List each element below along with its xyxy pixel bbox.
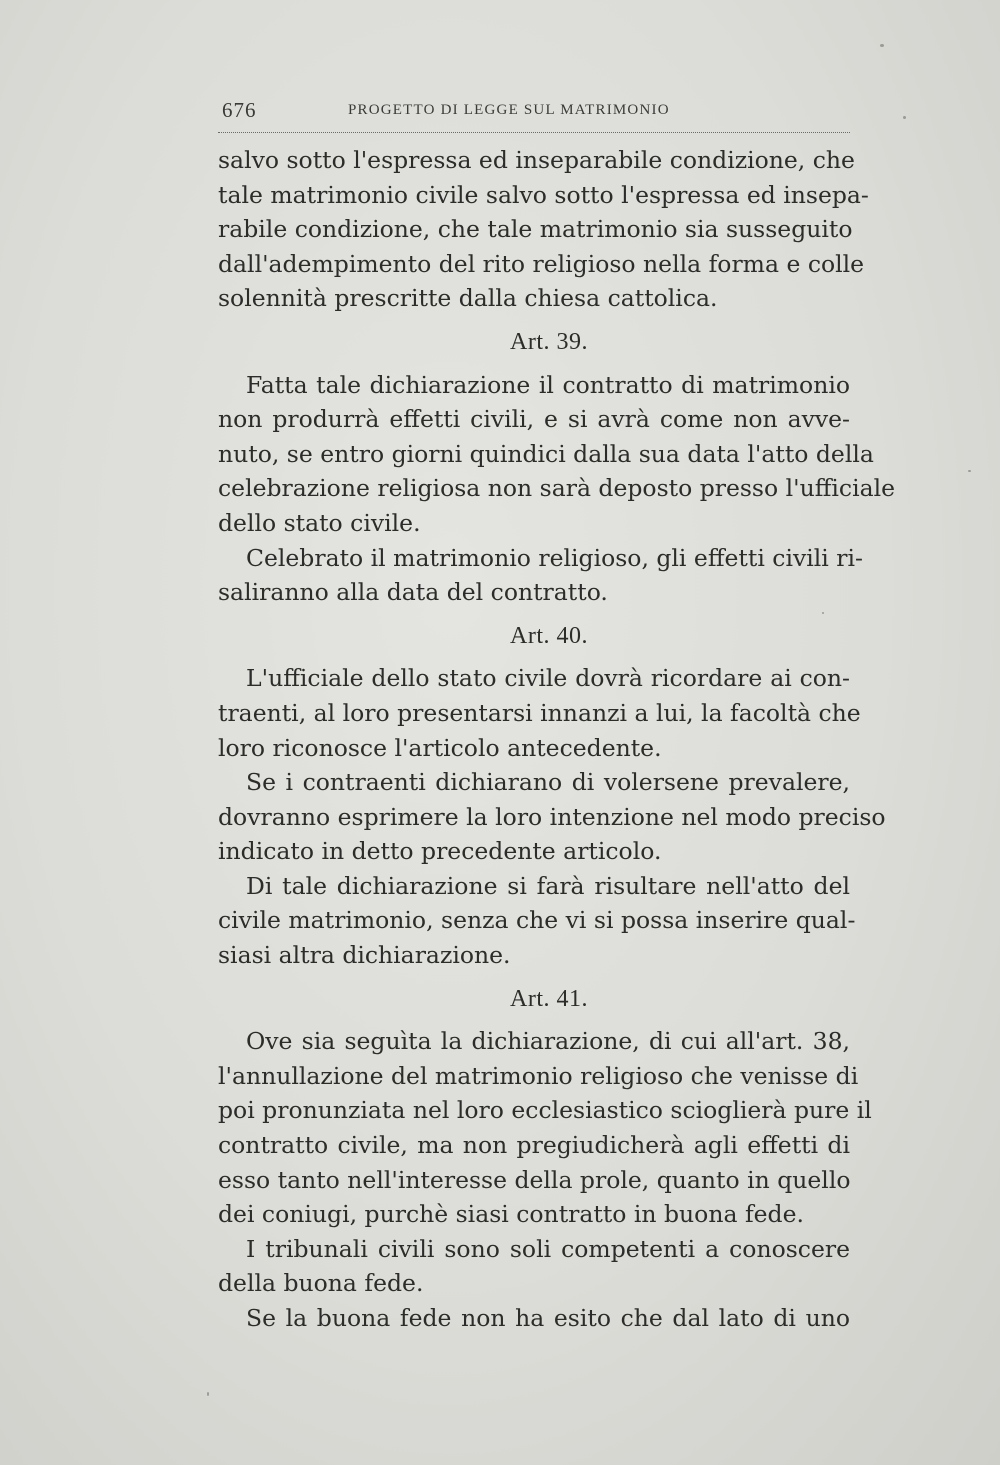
text-line: Fatta tale dichiarazione il contratto di matrimonio [246, 370, 850, 399]
text-line: Di tale dichiarazione si farà risultare nell'atto del [246, 871, 850, 900]
article-41-heading: Art. 41. [510, 985, 588, 1012]
text-line: salvo sotto l'espressa ed inseparabile condizione, che [218, 146, 855, 174]
article-40-paragraph-1 [218, 661, 861, 765]
article-39-heading: Art. 39. [510, 328, 588, 355]
text-line: siasi altra dichiarazione. [218, 941, 511, 970]
text-line: I tribunali civili sono soli competenti a conoscere [246, 1234, 850, 1263]
body-text [218, 143, 896, 1336]
text-line: dovranno esprimere la loro intenzione nel modo preciso [218, 802, 886, 831]
article-41-paragraph-3 [218, 1301, 850, 1336]
page-header [218, 98, 850, 133]
text-line: nuto, se entro giorni quindici dalla sua data l'atto della [218, 439, 874, 468]
text-line: dei coniugi, purchè siasi contratto in buona fede. [218, 1200, 804, 1229]
text-line: loro riconosce l'articolo antecedente. [218, 733, 662, 762]
page-number: 676 [222, 98, 257, 122]
article-39-paragraph-2 [218, 541, 863, 610]
paragraph-continuation [218, 143, 869, 316]
article-41-paragraph-2 [218, 1232, 850, 1301]
text-line: dall'adempimento del rito religioso nella forma e colle [218, 249, 865, 278]
article-41-paragraph-1 [218, 1024, 872, 1232]
text-line: traenti, al loro presentarsi innanzi a lui, la facoltà che [218, 698, 861, 727]
text-line: dello stato civile. [218, 508, 421, 537]
text-line: esso tanto nell'interesse della prole, quanto in quello [218, 1165, 851, 1194]
article-39-paragraph-1 [218, 368, 896, 541]
text-line: civile matrimonio, senza che vi si possa inserire qual- [218, 906, 856, 935]
text-line: saliranno alla data del contratto. [218, 578, 608, 607]
text-line: L'ufficiale dello stato civile dovrà ricordare ai con- [246, 664, 850, 693]
article-40-paragraph-3 [218, 869, 856, 973]
text-line: contratto civile, ma non pregiudicherà agli effetti di [218, 1131, 850, 1160]
paper-speck [903, 116, 906, 119]
text-line: Se i contraenti dichiarano di volersene prevalere, [246, 768, 850, 797]
text-line: Se la buona fede non ha esito che dal lato di uno [246, 1304, 850, 1332]
text-line: non produrrà effetti civili, e si avrà come non avve- [218, 405, 850, 434]
text-line: rabile condizione, che tale matrimonio sia susseguito [218, 215, 853, 244]
paper-speck [880, 44, 884, 47]
text-line: indicato in detto precedente articolo. [218, 837, 662, 866]
text-line: Ove sia seguìta la dichiarazione, di cui all'art. 38, [246, 1027, 850, 1056]
paper-speck [207, 1392, 209, 1396]
article-40-paragraph-2 [218, 765, 886, 869]
text-line: tale matrimonio civile salvo sotto l'espressa ed insepa- [218, 180, 869, 209]
text-line: solennità prescritte dalla chiesa cattolica. [218, 284, 718, 313]
text-line: l'annullazione del matrimonio religioso che venisse di [218, 1061, 859, 1090]
paper-speck [822, 612, 824, 614]
text-line: celebrazione religiosa non sarà deposto presso l'ufficiale [218, 474, 896, 503]
article-40-heading: Art. 40. [510, 622, 588, 649]
running-head: PROGETTO DI LEGGE SUL MATRIMONIO [348, 102, 670, 118]
paper-speck [968, 470, 971, 472]
text-line: poi pronunziata nel loro ecclesiastico scioglierà pure il [218, 1096, 872, 1125]
text-line: della buona fede. [218, 1269, 424, 1298]
text-line: Celebrato il matrimonio religioso, gli effetti civili ri- [246, 543, 863, 572]
